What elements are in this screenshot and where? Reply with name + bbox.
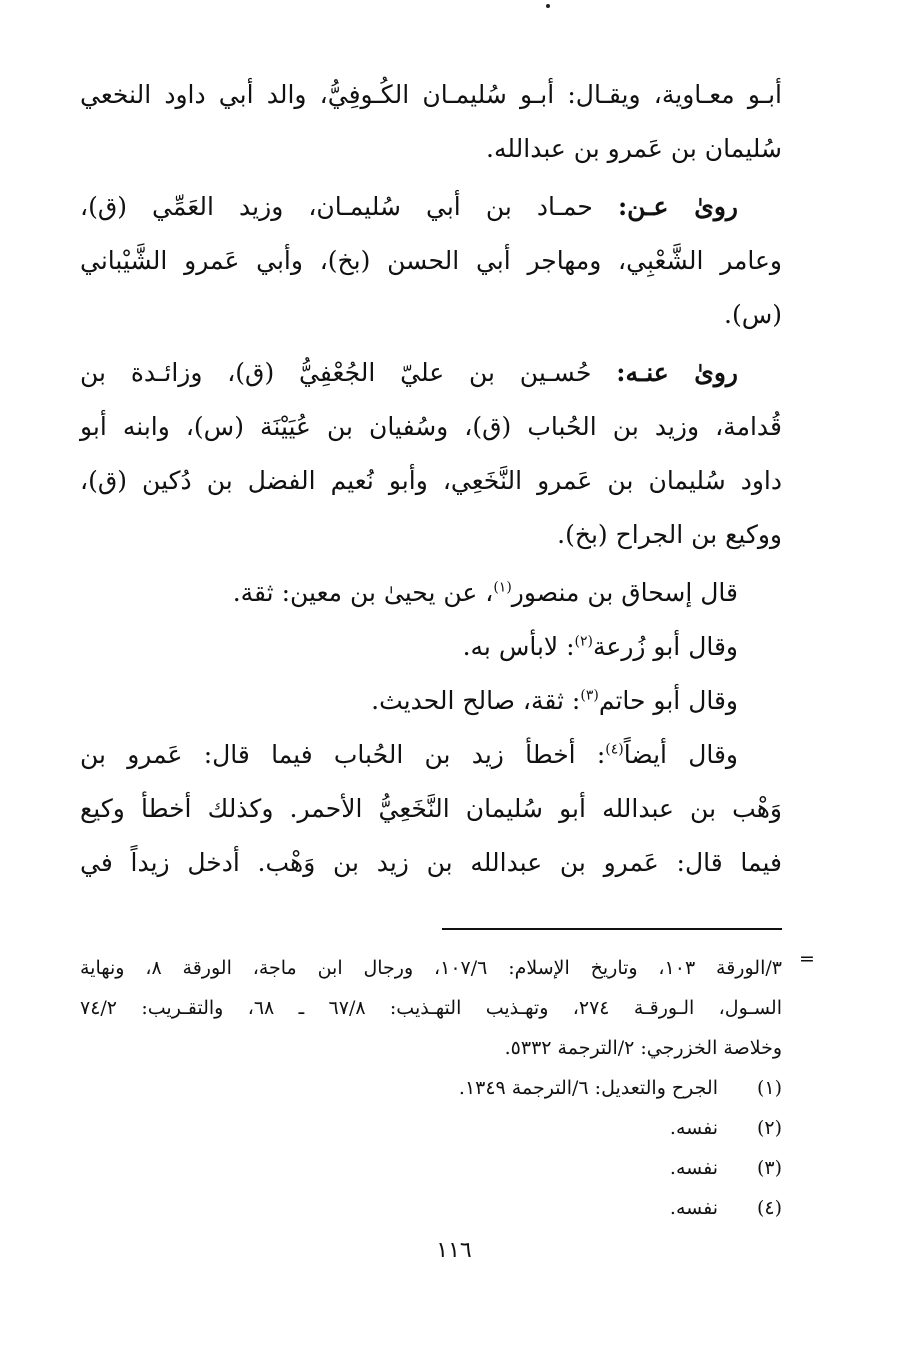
footnote-text: نفسه. — [669, 1117, 718, 1139]
footnote-item — [80, 1108, 782, 1148]
text-span: وقال أيضاً — [623, 740, 739, 769]
section-heading: روىٰ عـن: — [617, 192, 738, 221]
text-span: وقال أبو حاتم — [598, 686, 738, 715]
text-line — [80, 728, 782, 782]
footnote-ref[interactable]: (٤) — [605, 741, 624, 758]
footnote-line: السـول، الـورقـة ٢٧٤، وتهـذيب التهـذيب: ٦٧/٨ ـ ٦٨، والتقـريب: ٧٤/٢ — [80, 997, 782, 1019]
text-line — [80, 620, 782, 674]
text-line: فيما قال: عَمرو بن عبدالله بن زيد بن وَهْب. أدخل زيداً في — [80, 848, 782, 877]
main-text — [80, 68, 782, 890]
text-span: وقال أبو زُرعة — [593, 632, 738, 661]
footnote-number: (١) — [756, 1077, 782, 1099]
footnote-text: نفسه. — [669, 1197, 718, 1219]
footnote-divider — [442, 928, 782, 930]
footnote-item — [80, 1148, 782, 1188]
footnote-ref[interactable]: (٣) — [580, 687, 599, 704]
footnote-ref[interactable]: (١) — [493, 579, 512, 596]
footnote-item — [80, 1068, 782, 1108]
footnote-number: (٤) — [756, 1197, 782, 1219]
footnote-line: ٣/الورقة ١٠٣، وتاريخ الإسلام: ١٠٧/٦، ورجال ابن ماجة، الورقة ٨، ونهاية — [80, 957, 782, 979]
text-line — [80, 566, 782, 620]
section-heading: روىٰ عنـه: — [616, 358, 738, 387]
footnote-text: الجرح والتعديل: ٦/الترجمة ١٣٤٩. — [458, 1077, 718, 1099]
continuation-mark: = — [799, 948, 815, 970]
text-span: حُسـين بن عليّ الجُعْفِيُّ (ق)، وزائـدة بن — [80, 358, 592, 387]
footnote-line: وخلاصة الخزرجي: ٢/الترجمة ٥٣٣٢. — [504, 1037, 782, 1059]
page-mark — [546, 4, 550, 8]
page-number: ١١٦ — [436, 1238, 472, 1263]
text-line: داود سُليمان بن عَمرو النَّخَعِي، وأبو نُعيم الفضل بن دُكين (ق)، — [80, 466, 782, 495]
text-line: (س). — [724, 300, 782, 329]
text-line: قُدامة، وزيد بن الحُباب (ق)، وسُفيان بن عُيَيْنَة (س)، وابنه أبو — [80, 412, 782, 441]
footnote-ref[interactable]: (٢) — [574, 633, 594, 650]
text-span: : أخطأ زيد بن الحُباب فيما قال: عَمرو بن — [80, 740, 606, 769]
text-line — [80, 346, 782, 400]
footnotes — [80, 948, 815, 1228]
text-line: سُليمان بن عَمرو بن عبدالله. — [486, 134, 782, 163]
text-span: ، عن يحيىٰ بن معين: ثقة. — [232, 578, 494, 607]
footnote-text: نفسه. — [669, 1157, 718, 1179]
footnote-number: (٣) — [756, 1157, 782, 1179]
text-line — [80, 674, 782, 728]
text-line: أبـو معـاوية، ويقـال: أبـو سُليمـان الكُـوفِيُّ، والد أبي داود النخعي — [80, 80, 782, 109]
text-span: قال إسحاق بن منصور — [511, 578, 738, 607]
text-span: حمـاد بن أبي سُليمـان، وزيد العَمِّي (ق)، — [80, 192, 593, 221]
text-line: وَهْب بن عبدالله أبو سُليمان النَّخَعِيُّ الأحمر. وكذلك أخطأ وكيع — [80, 794, 782, 823]
text-line: وعامر الشَّعْبِي، ومهاجر أبي الحسن (بخ)، وأبي عَمرو الشَّيْباني — [80, 246, 782, 275]
text-line: ووكيع بن الجراح (بخ). — [557, 520, 782, 549]
text-span: : لابأس به. — [462, 632, 575, 661]
text-line — [80, 180, 782, 234]
footnote-item — [80, 1188, 782, 1228]
footnote-continuation — [80, 948, 815, 1068]
footnote-number: (٢) — [756, 1117, 782, 1139]
text-span: : ثقة، صالح الحديث. — [371, 686, 581, 715]
